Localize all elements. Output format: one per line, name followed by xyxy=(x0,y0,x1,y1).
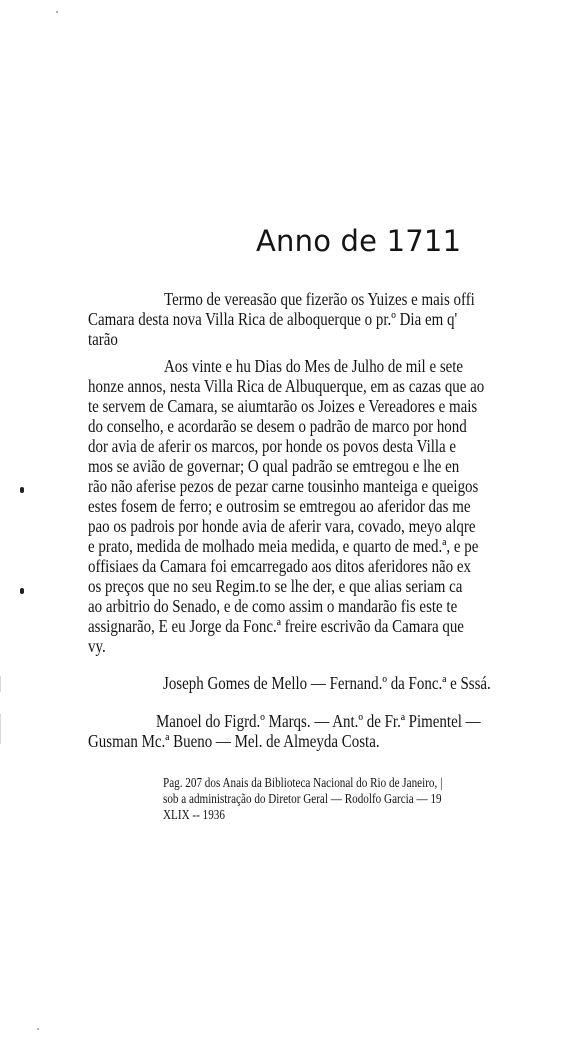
body-line-6: mos se avião de governar; O qual padrão se emtregou e lhe en xyxy=(88,456,460,476)
footnote-line-2: sob a administração do Diretor Geral — Rodolfo Garcia — 19 xyxy=(163,791,442,806)
scan-speck xyxy=(37,1028,39,1030)
scan-edge xyxy=(0,676,1,692)
body-line-9: pao os padrois por honde avia de aferir vara, covado, meyo alqre xyxy=(88,516,476,536)
body-line-14: assignarão, E eu Jorge da Fonc.ª freire escrivão da Camara que xyxy=(88,616,464,636)
signature-line-3: Gusman Mc.ª Bueno — Mel. de Almeyda Costa. xyxy=(88,731,380,751)
heading-line-1: Termo de vereasão que fizerão os Yuizes e mais offi xyxy=(164,289,475,309)
body-line-5: dor avia de aferir os marcos, por honde os povos desta Villa e xyxy=(88,436,457,456)
body-line-15: vy. xyxy=(88,636,106,656)
body-line-7: rão não aferise pezos de pezar carne tousinho manteiga e queigos xyxy=(88,476,479,496)
body-line-11: offisiaes da Camara foi emcarregado aos ditos aferidores não ex xyxy=(88,556,472,576)
heading-line-3: tarão xyxy=(88,329,118,349)
margin-mark xyxy=(20,487,24,493)
page-title: Anno de 1711 xyxy=(256,224,462,258)
heading-line-2: Camara desta nova Villa Rica de alboquerque o pr.º Dia em q' xyxy=(88,309,458,329)
body-line-4: do conselho, e acordarão se desem o padrão de marco por hond xyxy=(88,416,467,436)
footnote-line-3: XLIX -- 1936 xyxy=(163,807,225,822)
body-line-12: os preços que no seu Regim.to se lhe der, e que alias seriam ca xyxy=(88,576,463,596)
body-line-2: honze annos, nesta Villa Rica de Albuquerque, em as cazas que ao xyxy=(88,376,485,396)
body-line-8: estes fosem de ferro; e outrosim se emtregou ao aferidor das me xyxy=(88,496,471,516)
scan-edge xyxy=(0,714,1,744)
body-line-3: te servem de Camara, se aiumtarão os Joizes e Vereadores e mais xyxy=(88,396,478,416)
body-line-1: Aos vinte e hu Dias do Mes de Julho de mil e sete xyxy=(164,356,464,376)
signature-line-2: Manoel do Figrd.º Marqs. — Ant.º de Fr.ª Pimentel — xyxy=(156,711,481,731)
scan-speck xyxy=(56,11,58,13)
body-line-10: e prato, medida de molhado meia medida, e quarto de med.ª, e pe xyxy=(88,536,479,556)
signature-line-1: Joseph Gomes de Mello — Fernand.º da Fonc.ª e Sssá. xyxy=(163,673,491,693)
margin-mark xyxy=(20,588,24,594)
footnote-line-1: Pag. 207 dos Anais da Biblioteca Nacional do Rio de Janeiro, | xyxy=(163,775,443,790)
body-line-13: ao arbitrio do Senado, e de como assim o mandarão fis este te xyxy=(88,596,458,616)
